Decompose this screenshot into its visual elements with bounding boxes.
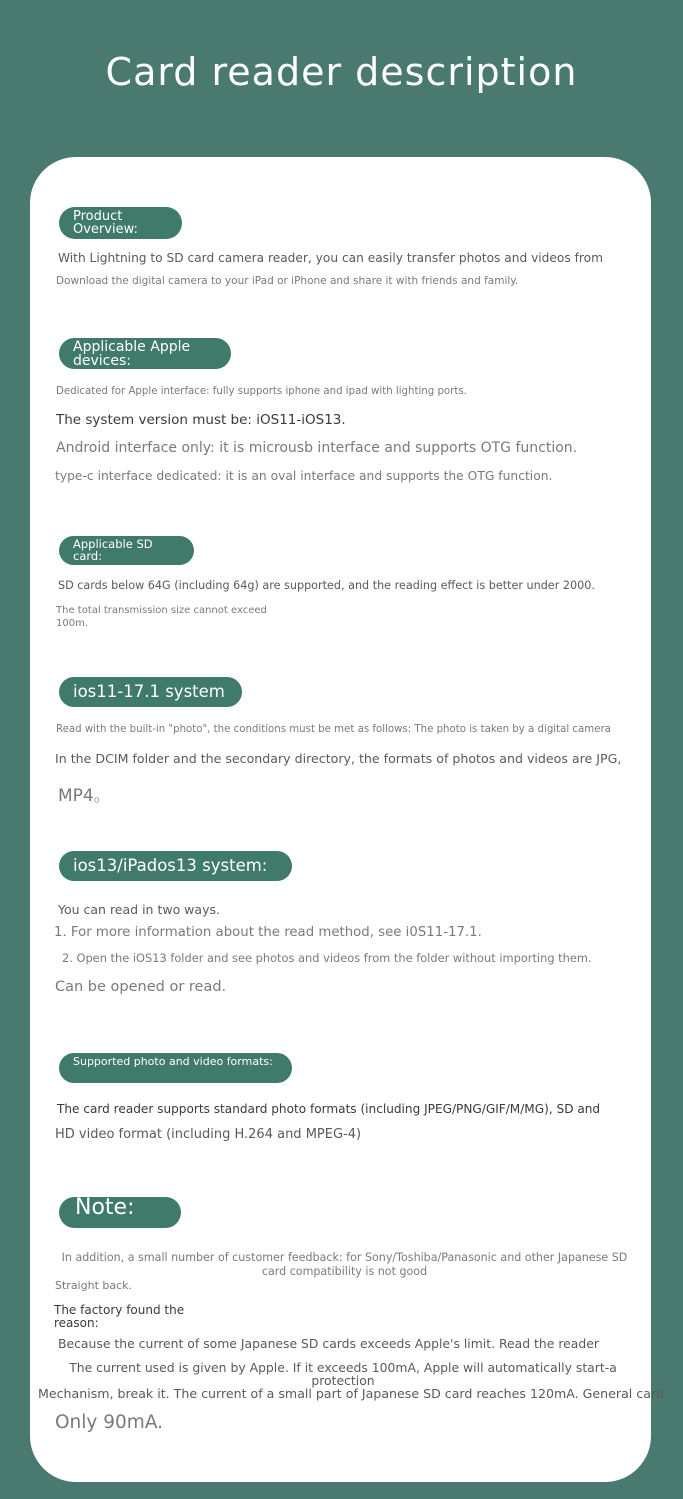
section-heading-formats — [59, 1053, 292, 1083]
description-card — [30, 157, 664, 1482]
note-line-1: In addition, a small number of customer feedback: for Sony/Toshiba/Panasonic and other Japanese SD card compatibility is not good — [61, 1251, 628, 1278]
section-heading-note — [59, 1197, 181, 1228]
ios11-line-2: In the DCIM folder and the secondary directory, the formats of photos and videos are JPG, — [55, 751, 622, 766]
section-heading-overview — [59, 207, 182, 239]
page-title: Card reader description — [105, 50, 578, 94]
sdcard-line-2: The total transmission size cannot exceed 100m. — [56, 605, 267, 629]
devices-line-4: type-c interface dedicated: it is an oval interface and supports the OTG function. — [55, 469, 553, 483]
ios11-line-3: MP4。 — [58, 786, 111, 806]
formats-line-1: The card reader supports standard photo formats (including JPEG/PNG/GIF/M/MG), SD and — [57, 1102, 601, 1116]
overview-line-1: With Lightning to SD card camera reader, you can easily transfer photos and videos from — [58, 251, 603, 265]
section-heading-overview-label: Product Overview: — [73, 209, 138, 237]
note-line-5: The current used is given by Apple. If it exceeds 100mA, Apple will automatically start-a protection — [69, 1360, 617, 1388]
section-heading-ios11-label: ios11-17.1 system — [73, 681, 225, 701]
section-heading-sdcard-label: Applicable SD card: — [73, 537, 153, 563]
ios11-line-1: Read with the built-in "photo", the conditions must be met as follows: The photo is taken by a digital camera — [56, 724, 611, 735]
devices-line-3: Android interface only: it is microusb interface and supports OTG function. — [56, 440, 578, 456]
ios13-line-1: You can read in two ways. — [58, 902, 220, 917]
section-heading-devices — [59, 338, 231, 369]
formats-line-2: HD video format (including H.264 and MPEG-4) — [55, 1127, 362, 1142]
section-heading-sdcard — [59, 536, 194, 565]
section-heading-ios13-label: ios13/iPados13 system: — [73, 855, 268, 875]
section-heading-ios13 — [59, 851, 292, 881]
section-heading-devices-label: Applicable Apple devices: — [73, 338, 191, 369]
ios13-line-2: 1. For more information about the read method, see i0S11-17.1. — [54, 925, 482, 940]
note-line-6: Mechanism, break it. The current of a small part of Japanese SD card reaches 120mA. General card — [38, 1386, 664, 1401]
sdcard-line-1: SD cards below 64G (including 64g) are supported, and the reading effect is better under 2000. — [58, 579, 595, 592]
note-line-2: Straight back. — [55, 1279, 133, 1292]
overview-line-2: Download the digital camera to your iPad or iPhone and share it with friends and family. — [56, 275, 519, 287]
note-line-3: The factory found the reason: — [54, 1303, 185, 1330]
devices-line-1: Dedicated for Apple interface: fully supports iphone and ipad with lighting ports. — [56, 386, 467, 397]
ios13-line-3: 2. Open the iOS13 folder and see photos and videos from the folder without importing them. — [62, 951, 592, 965]
section-heading-formats-label: Supported photo and video formats: — [73, 1055, 273, 1068]
note-line-7: Only 90mA. — [55, 1412, 164, 1433]
section-heading-note-label: Note: — [75, 1195, 135, 1220]
note-line-4: Because the current of some Japanese SD cards exceeds Apple's limit. Read the reader — [58, 1336, 599, 1351]
devices-line-2: The system version must be: iOS11-iOS13. — [56, 412, 346, 428]
ios13-line-4: Can be opened or read. — [55, 979, 227, 995]
section-heading-ios11 — [59, 677, 242, 707]
